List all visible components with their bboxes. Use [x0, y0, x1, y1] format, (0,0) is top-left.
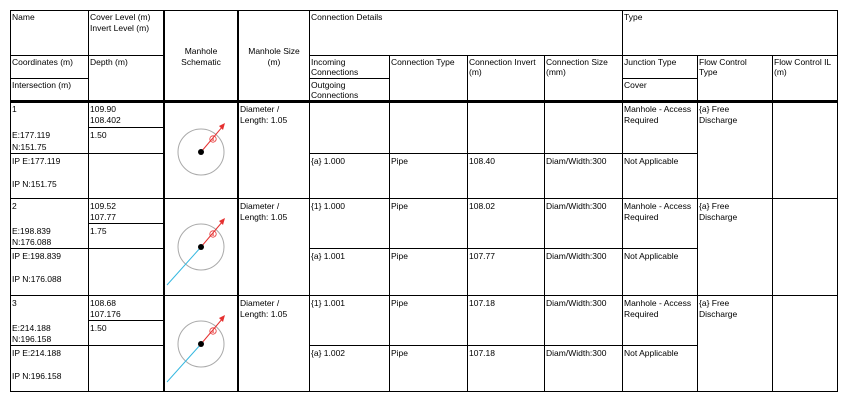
header-connection-invert-2: (m) — [469, 67, 482, 77]
junction-type-1: Manhole - Access — [624, 298, 692, 308]
header-manhole-schematic-2: Schematic — [181, 57, 221, 67]
intersection-northing: IP N:151.75 — [12, 179, 57, 189]
manhole-name: 3 — [12, 298, 17, 308]
manhole-name: 2 — [12, 201, 17, 211]
flow-control-1: {a} Free — [699, 104, 730, 114]
header-connection-details: Connection Details — [311, 12, 383, 22]
manhole-node — [198, 341, 204, 347]
easting: E:177.119 — [12, 130, 51, 140]
outgoing-size: Diam/Width:300 — [546, 156, 607, 166]
incoming-size: Diam/Width:300 — [546, 298, 607, 308]
outgoing-label-text: a — [211, 232, 215, 238]
header-cover: Cover — [624, 80, 647, 90]
northing: N:196.158 — [12, 334, 52, 344]
intersection-northing: IP N:196.158 — [12, 371, 62, 381]
header-connection-size-2: (mm) — [546, 67, 566, 77]
flow-control-2: Discharge — [699, 212, 738, 222]
outgoing-invert: 107.77 — [469, 251, 495, 261]
easting: E:214.188 — [12, 323, 51, 333]
intersection-easting: IP E:177.119 — [12, 156, 61, 166]
outgoing-label-text: a — [211, 329, 215, 335]
manhole-size-1: Diameter / — [240, 201, 280, 211]
intersection-easting: IP E:214.188 — [12, 348, 61, 358]
manhole-schematic-diagram — [165, 200, 237, 294]
easting: E:198.839 — [12, 226, 51, 236]
invert-level: 107.77 — [90, 212, 116, 222]
cover-type: Not Applicable — [624, 156, 679, 166]
depth: 1.50 — [90, 323, 107, 333]
northing: N:176.088 — [12, 237, 52, 247]
outgoing-type: Pipe — [391, 156, 409, 166]
outgoing-ref: {a} 1.000 — [311, 156, 346, 166]
incoming-ref: {1} 1.000 — [311, 201, 346, 211]
outgoing-size: Diam/Width:300 — [546, 348, 607, 358]
header-incoming-1: Incoming — [311, 57, 346, 67]
header-depth: Depth (m) — [90, 57, 128, 67]
header-manhole-size-1: Manhole Size — [248, 46, 300, 56]
outgoing-label-text: a — [211, 137, 215, 143]
header-manhole-size-2: (m) — [267, 57, 281, 67]
flow-control-2: Discharge — [699, 115, 738, 125]
incoming-invert: 108.02 — [469, 201, 495, 211]
junction-type-2: Required — [624, 309, 659, 319]
outgoing-type: Pipe — [391, 348, 409, 358]
header-outgoing-2: Connections — [311, 90, 359, 100]
manhole-size-2: Length: 1.05 — [240, 212, 288, 222]
northing: N:151.75 — [12, 142, 47, 152]
outgoing-invert: 108.40 — [469, 156, 495, 166]
incoming-pipe-line — [167, 247, 201, 285]
header-intersection: Intersection (m) — [12, 80, 72, 90]
header-coordinates: Coordinates (m) — [12, 57, 73, 67]
depth: 1.75 — [90, 226, 107, 236]
header-cover-level: Cover Level (m) — [90, 12, 151, 22]
intersection-northing: IP N:176.088 — [12, 274, 62, 284]
cover-level: 108.68 — [90, 298, 116, 308]
flow-control-2: Discharge — [699, 309, 738, 319]
invert-level: 108.402 — [90, 115, 121, 125]
outgoing-size: Diam/Width:300 — [546, 251, 607, 261]
junction-type-1: Manhole - Access — [624, 201, 692, 211]
header-incoming-2: Connections — [311, 67, 359, 77]
header-flow-control-type-2: Type — [699, 67, 718, 77]
manhole-size-2: Length: 1.05 — [240, 309, 288, 319]
incoming-invert: 107.18 — [469, 298, 495, 308]
header-connection-size-1: Connection Size — [546, 57, 608, 67]
header-invert-level: Invert Level (m) — [90, 23, 150, 33]
junction-type-1: Manhole - Access — [624, 104, 692, 114]
manhole-schematic-diagram — [165, 105, 237, 197]
manhole-size-1: Diameter / — [240, 104, 280, 114]
manhole-node — [198, 244, 204, 250]
manhole-schematic-diagram — [165, 297, 237, 391]
header-flow-control-type-1: Flow Control — [699, 57, 747, 67]
incoming-ref: {1} 1.001 — [311, 298, 346, 308]
cover-level: 109.90 — [90, 104, 116, 114]
header-connection-invert-1: Connection Invert — [469, 57, 536, 67]
junction-type-2: Required — [624, 212, 659, 222]
manhole-node — [198, 149, 204, 155]
header-name: Name — [12, 12, 35, 22]
incoming-type: Pipe — [391, 201, 409, 211]
header-flow-control-il-2: (m) — [774, 67, 787, 77]
header-flow-control-il-1: Flow Control IL — [774, 57, 832, 67]
header-manhole-schematic-1: Manhole — [184, 46, 218, 56]
flow-control-1: {a} Free — [699, 201, 730, 211]
cover-type: Not Applicable — [624, 348, 679, 358]
manhole-size-2: Length: 1.05 — [240, 115, 288, 125]
header-connection-type: Connection Type — [391, 57, 455, 67]
incoming-size: Diam/Width:300 — [546, 201, 607, 211]
header-junction-type: Junction Type — [624, 57, 677, 67]
outgoing-ref: {a} 1.001 — [311, 251, 346, 261]
depth: 1.50 — [90, 130, 107, 140]
intersection-easting: IP E:198.839 — [12, 251, 61, 261]
invert-level: 107.176 — [90, 309, 121, 319]
incoming-type: Pipe — [391, 298, 409, 308]
manhole-name: 1 — [12, 104, 17, 114]
header-type: Type — [624, 12, 643, 22]
outgoing-invert: 107.18 — [469, 348, 495, 358]
outgoing-ref: {a} 1.002 — [311, 348, 346, 358]
header-outgoing-1: Outgoing — [311, 80, 346, 90]
flow-control-1: {a} Free — [699, 298, 730, 308]
incoming-pipe-line — [167, 344, 201, 382]
junction-type-2: Required — [624, 115, 659, 125]
cover-level: 109.52 — [90, 201, 116, 211]
manhole-size-1: Diameter / — [240, 298, 280, 308]
cover-type: Not Applicable — [624, 251, 679, 261]
outgoing-type: Pipe — [391, 251, 409, 261]
